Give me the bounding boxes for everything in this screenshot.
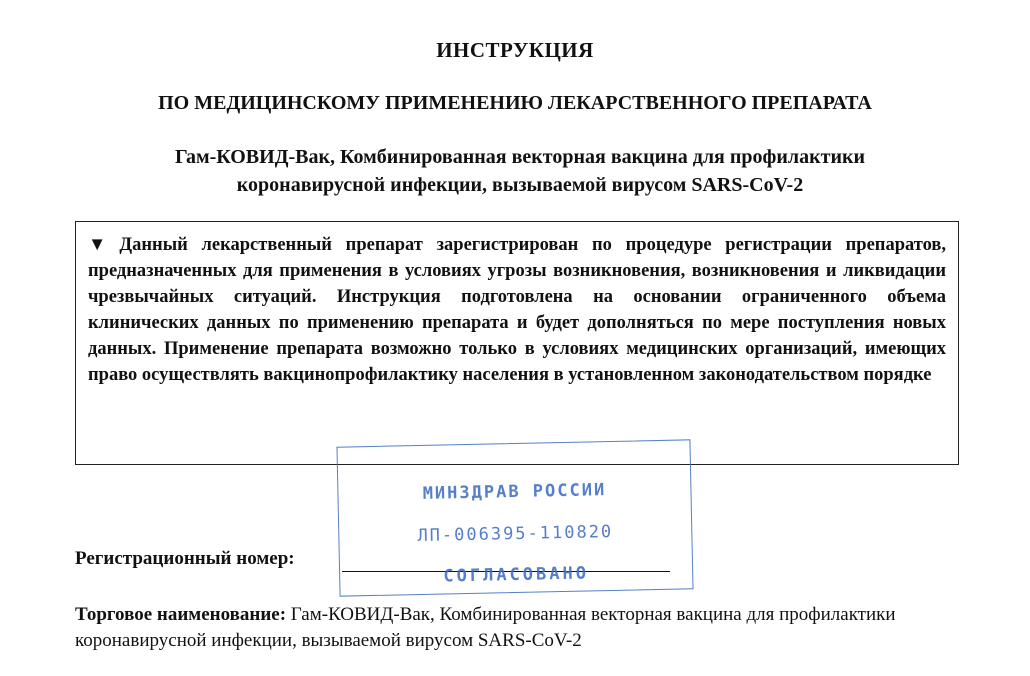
document-title: ИНСТРУКЦИЯ [436, 38, 594, 62]
approval-stamp [336, 439, 693, 596]
black-triangle-icon: ▼ [88, 235, 116, 255]
notice-text: Данный лекарственный препарат зарегистрирован по процедуре регистрации препаратов, предназначенных для применения в условиях угрозы возникновения, возникновения и ликвидации чрезвычайных ситуаций. Инструкция подготовлена на основании ограниченного объема клинических данных по применению препарата и будет дополняться по мере поступления новых данных. Применение препарата возможно только в условиях медицинских организаций, имеющих право осуществлять вакцинопрофилактику населения в установленном законодательством порядке [88, 235, 946, 385]
product-heading: Гам-КОВИД-Вак, Комбинированная векторная вакцина для профилактики коронавирусной инфекции, вызываемой вирусом SARS-CoV-2 [174, 146, 866, 196]
notice-paragraph [88, 232, 946, 388]
notice-box [75, 221, 959, 465]
trade-name-label: Торговое наименование: [75, 604, 287, 625]
trade-name-block [75, 602, 965, 654]
stamp-approved: СОГЛАСОВАНО [443, 563, 590, 587]
document-subtitle: ПО МЕДИЦИНСКОМУ ПРИМЕНЕНИЮ ЛЕКАРСТВЕННОГО ПРЕПАРАТА [158, 92, 872, 114]
stamp-number: ЛП-006395-110820 [417, 521, 614, 547]
trade-name-value: Гам-КОВИД-Вак, Комбинированная векторная вакцина для профилактики коронавирусной инфекции, вызываемой вирусом SARS-CoV-2 [75, 604, 896, 651]
registration-number-label: Регистрационный номер: [75, 548, 295, 569]
stamp-ministry: МИНЗДРАВ РОССИИ [422, 480, 607, 504]
